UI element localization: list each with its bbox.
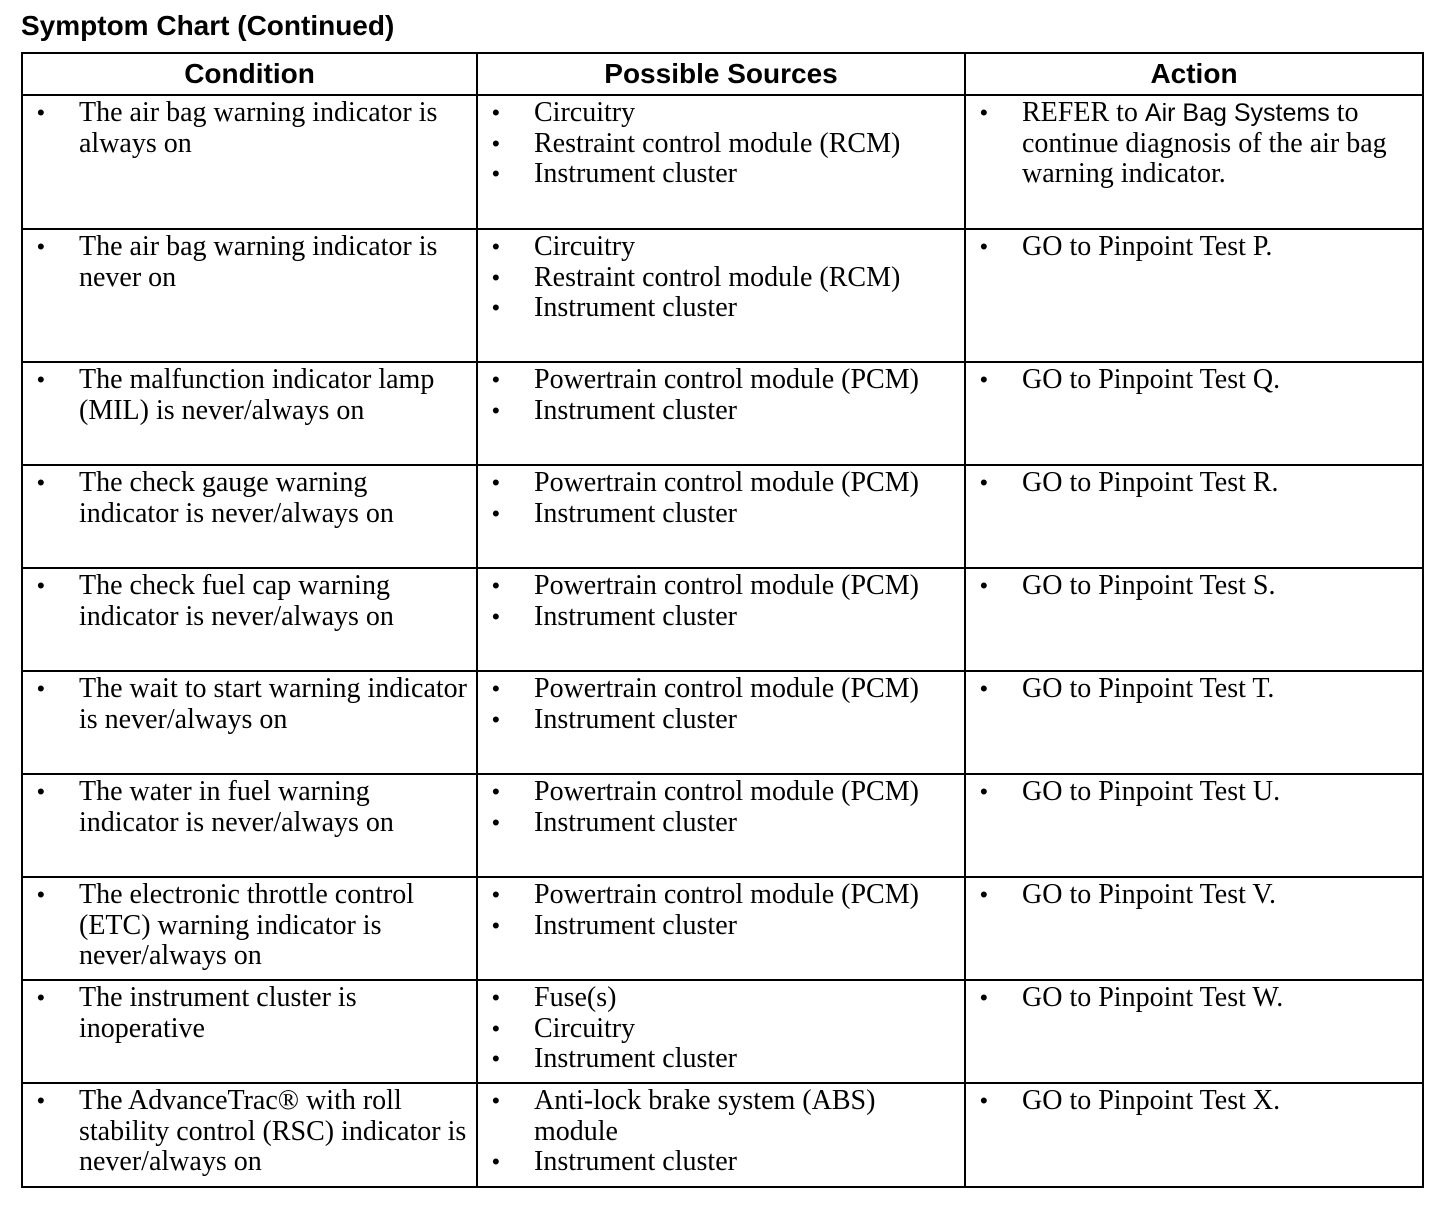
table-row (22, 1083, 1423, 1187)
sources-cell (477, 1083, 965, 1187)
condition-list (23, 777, 470, 838)
action-cell (965, 671, 1423, 774)
source-item: • Instrument cluster (478, 1147, 958, 1178)
action-list (966, 98, 1416, 190)
table-header-row (22, 53, 1423, 95)
source-item: • Restraint control module (RCM) (478, 129, 958, 160)
sources-list (478, 674, 958, 735)
source-item: • Powertrain control module (PCM) (478, 674, 958, 705)
action-text: GO to Pinpoint Test S. (1022, 570, 1276, 601)
header-action: Action (965, 53, 1423, 95)
sources-list (478, 1086, 958, 1178)
condition-text: • The malfunction indicator lamp (MIL) is never/always on (23, 365, 470, 426)
action-cell (965, 95, 1423, 229)
table-row (22, 671, 1423, 774)
header-possible-sources: Possible Sources (477, 53, 965, 95)
condition-text: • The AdvanceTrac® with roll stability control (RSC) indicator is never/always on (23, 1086, 470, 1178)
action-cell (965, 568, 1423, 671)
table-row (22, 877, 1423, 980)
action-item (966, 365, 1416, 396)
action-cell (965, 774, 1423, 877)
action-text: GO to Pinpoint Test R. (1022, 467, 1279, 498)
condition-cell (22, 1083, 477, 1187)
source-item: • Fuse(s) (478, 983, 958, 1014)
condition-cell (22, 229, 477, 362)
action-item (966, 98, 1416, 190)
action-cell (965, 1083, 1423, 1187)
action-item (966, 983, 1416, 1014)
condition-cell (22, 774, 477, 877)
sources-list (478, 571, 958, 632)
source-item: • Instrument cluster (478, 1044, 958, 1075)
condition-list (23, 983, 470, 1044)
action-prefix: REFER to (1022, 97, 1138, 128)
sources-cell (477, 980, 965, 1083)
condition-list (23, 571, 470, 632)
page-title: Symptom Chart (Continued) (21, 10, 395, 41)
action-list (966, 674, 1416, 705)
condition-list (23, 880, 470, 972)
sources-list (478, 983, 958, 1075)
action-cell (965, 465, 1423, 568)
condition-cell (22, 980, 477, 1083)
sources-cell (477, 362, 965, 465)
condition-cell (22, 568, 477, 671)
action-list (966, 880, 1416, 911)
action-list (966, 365, 1416, 396)
symptom-table (21, 52, 1424, 1188)
source-item: • Anti-lock brake system (ABS) module (478, 1086, 958, 1147)
action-list (966, 468, 1416, 499)
source-item: • Restraint control module (RCM) (478, 263, 958, 294)
action-list (966, 1086, 1416, 1117)
sources-cell (477, 568, 965, 671)
sources-cell (477, 229, 965, 362)
action-text: GO to Pinpoint Test P. (1022, 231, 1273, 262)
source-item: • Powertrain control module (PCM) (478, 571, 958, 602)
action-text: GO to Pinpoint Test Q. (1022, 364, 1281, 395)
sources-list (478, 232, 958, 324)
condition-cell (22, 465, 477, 568)
action-text: GO to Pinpoint Test X. (1022, 1085, 1281, 1116)
action-suffix: to continue diagnosis of the air bag warning indicator. (1022, 97, 1387, 190)
action-text: GO to Pinpoint Test T. (1022, 673, 1275, 704)
action-text: GO to Pinpoint Test U. (1022, 776, 1281, 807)
condition-text: • The air bag warning indicator is always on (23, 98, 470, 159)
sources-cell (477, 877, 965, 980)
sources-cell (477, 465, 965, 568)
condition-list (23, 232, 470, 293)
table-row (22, 95, 1423, 229)
sources-list (478, 365, 958, 426)
condition-cell (22, 95, 477, 229)
condition-text: • The electronic throttle control (ETC) warning indicator is never/always on (23, 880, 470, 972)
action-list (966, 983, 1416, 1014)
sources-list (478, 98, 958, 190)
condition-text: • The air bag warning indicator is never on (23, 232, 470, 293)
air-bag-systems-link[interactable]: Air Bag Systems (1144, 99, 1330, 127)
header-condition: Condition (22, 53, 477, 95)
condition-text: • The water in fuel warning indicator is never/always on (23, 777, 470, 838)
source-item: • Powertrain control module (PCM) (478, 777, 958, 808)
condition-cell (22, 362, 477, 465)
source-item: • Instrument cluster (478, 808, 958, 839)
condition-list (23, 468, 470, 529)
sources-cell (477, 774, 965, 877)
source-item: • Instrument cluster (478, 499, 958, 530)
source-item: • Circuitry (478, 98, 958, 129)
action-item (966, 777, 1416, 808)
table-body (22, 95, 1423, 1187)
action-list (966, 232, 1416, 263)
table-row (22, 465, 1423, 568)
condition-text: • The check gauge warning indicator is never/always on (23, 468, 470, 529)
condition-text: • The instrument cluster is inoperative (23, 983, 470, 1044)
action-item (966, 468, 1416, 499)
sources-list (478, 468, 958, 529)
source-item: • Instrument cluster (478, 293, 958, 324)
condition-text: • The wait to start warning indicator is never/always on (23, 674, 470, 735)
action-list (966, 571, 1416, 602)
table-row (22, 568, 1423, 671)
source-item: • Powertrain control module (PCM) (478, 880, 958, 911)
action-item (966, 232, 1416, 263)
source-item: • Circuitry (478, 1014, 958, 1045)
source-item: • Powertrain control module (PCM) (478, 365, 958, 396)
sources-list (478, 777, 958, 838)
condition-list (23, 98, 470, 159)
condition-text: • The check fuel cap warning indicator is never/always on (23, 571, 470, 632)
action-list (966, 777, 1416, 808)
source-item: • Instrument cluster (478, 602, 958, 633)
condition-cell (22, 671, 477, 774)
action-cell (965, 980, 1423, 1083)
condition-list (23, 1086, 470, 1178)
action-cell (965, 877, 1423, 980)
table-row (22, 362, 1423, 465)
sources-list (478, 880, 958, 941)
source-item: • Instrument cluster (478, 705, 958, 736)
sources-cell (477, 95, 965, 229)
source-item: • Circuitry (478, 232, 958, 263)
table-row (22, 980, 1423, 1083)
source-item: • Instrument cluster (478, 911, 958, 942)
source-item: • Instrument cluster (478, 159, 958, 190)
sources-cell (477, 671, 965, 774)
source-item: • Instrument cluster (478, 396, 958, 427)
action-item (966, 674, 1416, 705)
action-text: GO to Pinpoint Test V. (1022, 879, 1276, 910)
condition-list (23, 674, 470, 735)
action-cell (965, 229, 1423, 362)
action-text: GO to Pinpoint Test W. (1022, 982, 1284, 1013)
action-item (966, 571, 1416, 602)
condition-cell (22, 877, 477, 980)
table-row (22, 229, 1423, 362)
action-item (966, 1086, 1416, 1117)
action-cell (965, 362, 1423, 465)
source-item: • Powertrain control module (PCM) (478, 468, 958, 499)
condition-list (23, 365, 470, 426)
table-row (22, 774, 1423, 877)
action-item (966, 880, 1416, 911)
